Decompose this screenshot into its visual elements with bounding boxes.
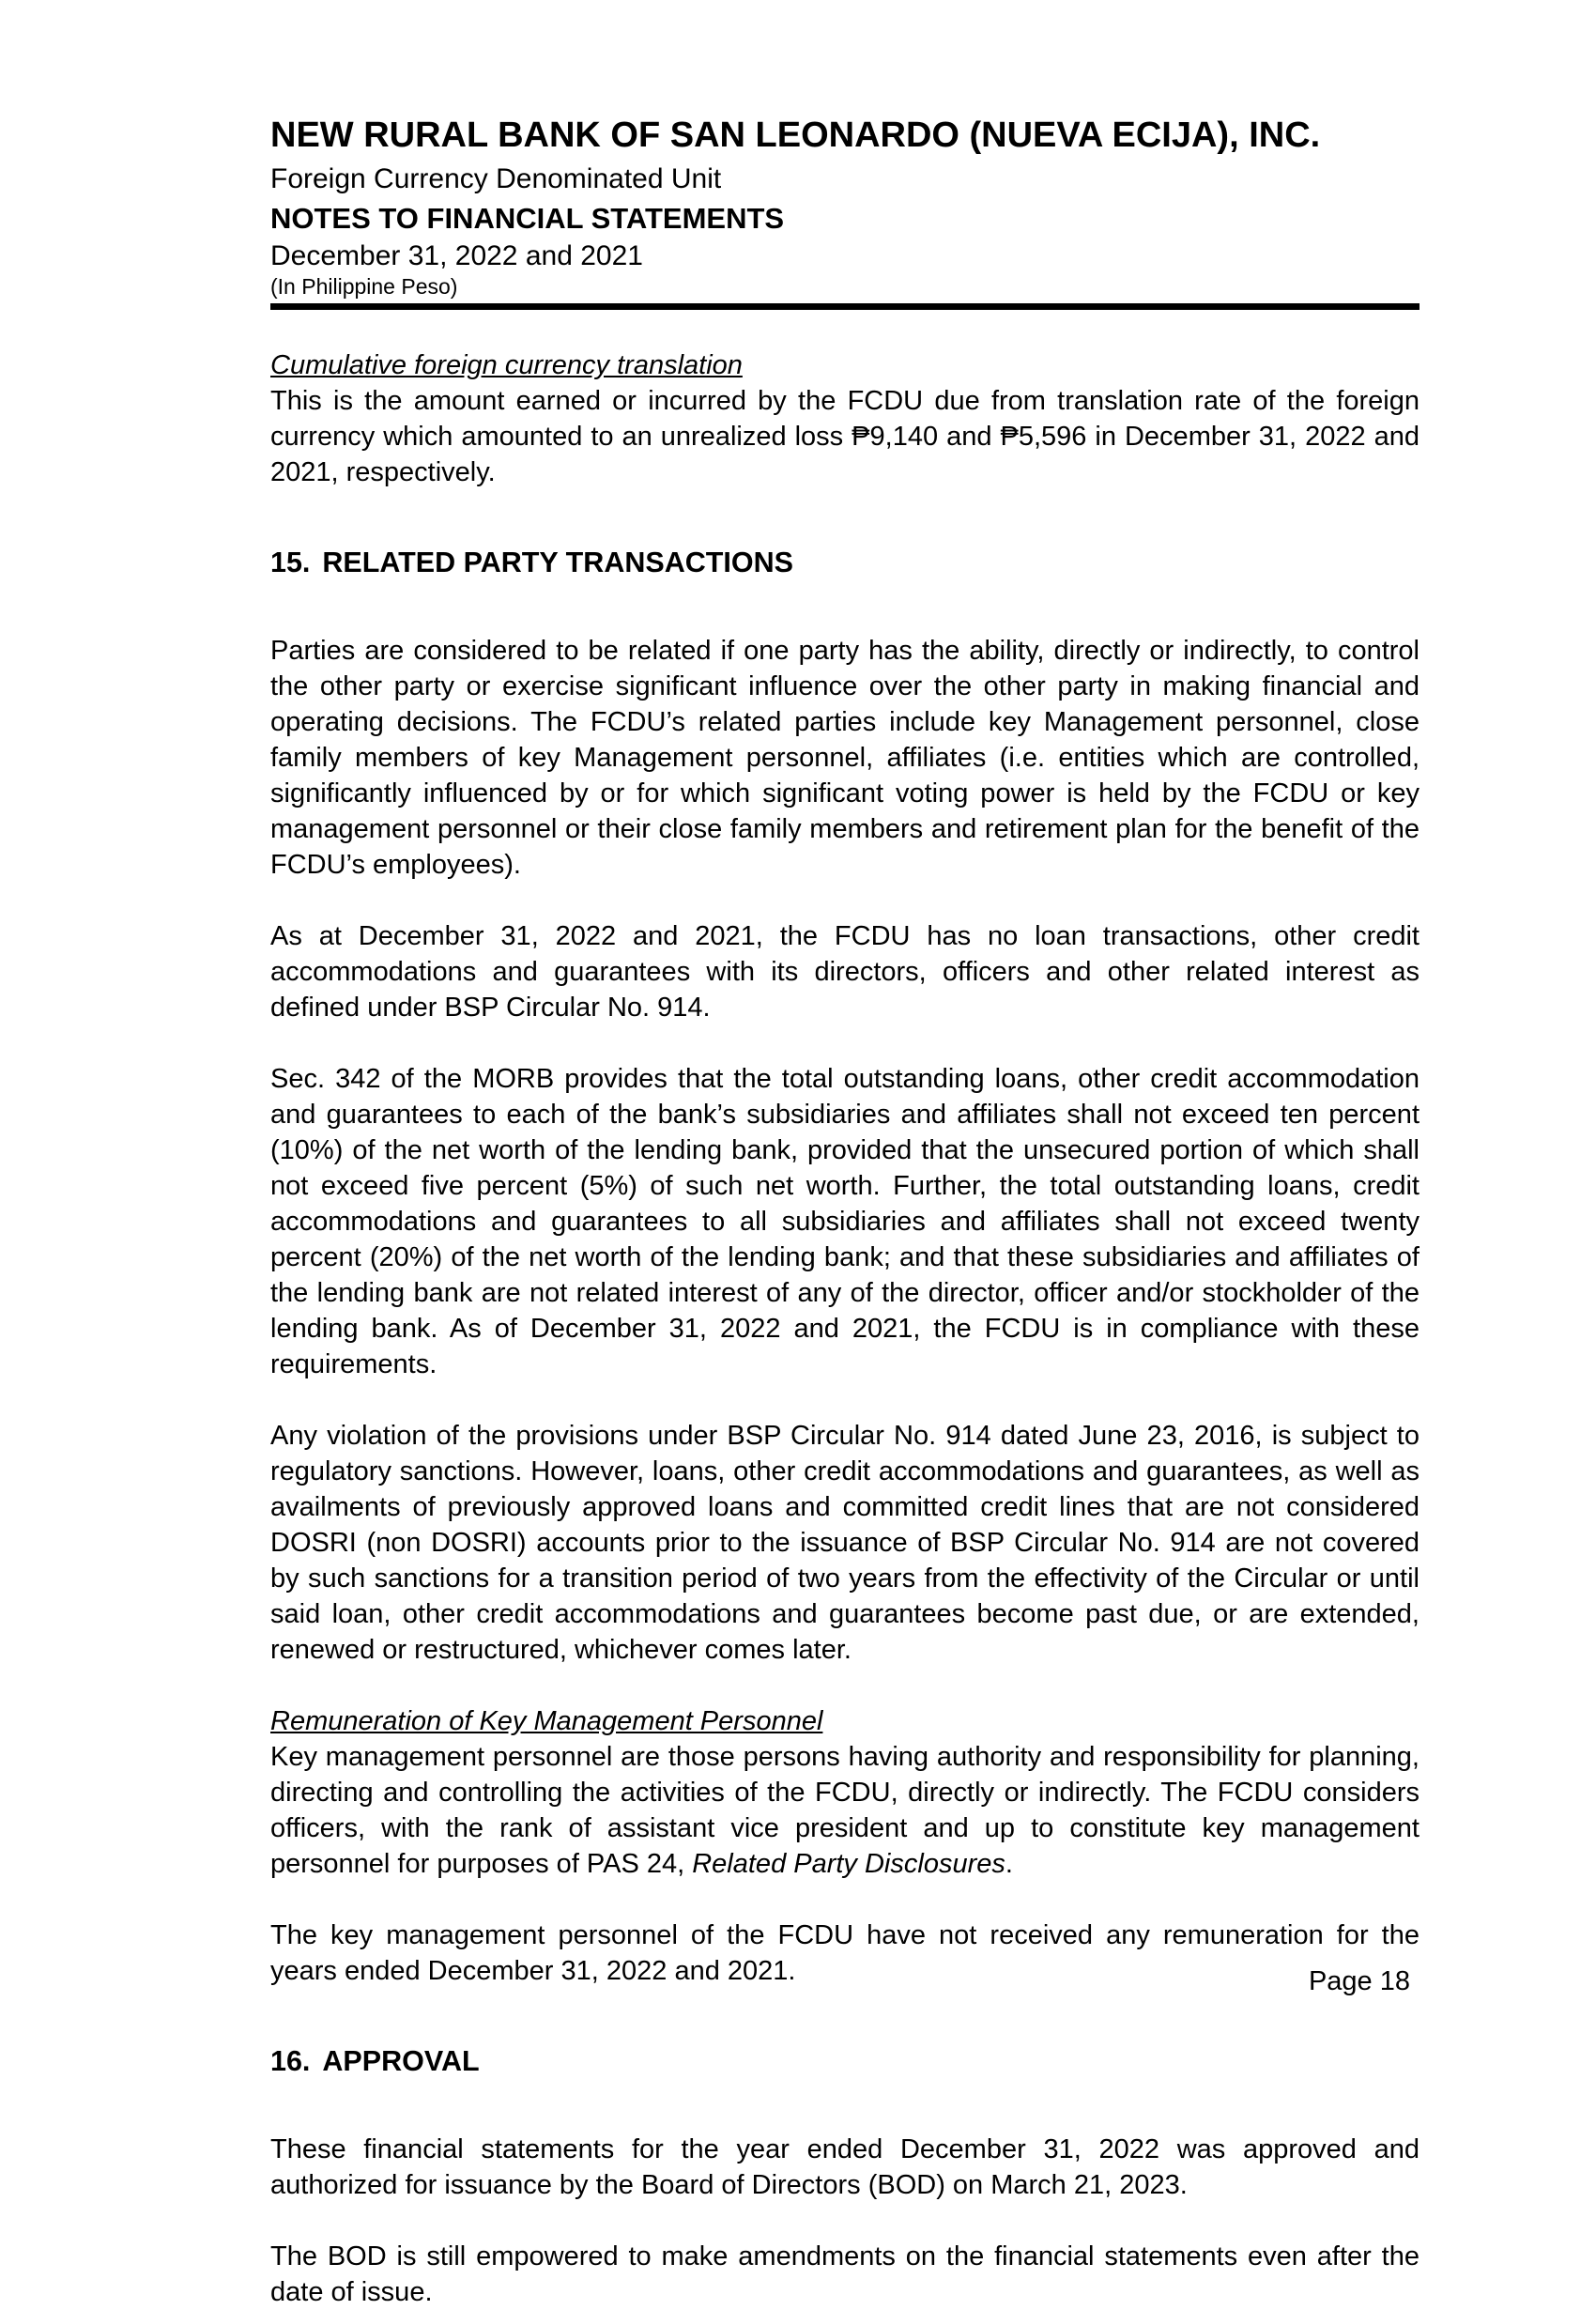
section-heading-16	[270, 2043, 1420, 2079]
section-heading-15	[270, 545, 1420, 580]
paragraph: The BOD is still empowered to make amendments on the financial statements even after the date of issue.	[270, 2241, 1420, 2307]
page-number: Page 18	[1308, 1966, 1410, 1996]
statement-period: December 31, 2022 and 2021	[270, 240, 643, 271]
section-number: 16.	[270, 2045, 311, 2077]
paragraph-text: Key management personnel are those persons having authority and responsibility for planning, directing and controlling the activities of the FCDU, directly or indirectly. The FCDU considers officers, with the rank of assistant vice president and up to constitute key management personnel for purposes of PAS 24,	[270, 1742, 1420, 1879]
italic-term: Related Party Disclosures	[692, 1849, 1005, 1879]
paragraph: Parties are considered to be related if one party has the ability, directly or indirectly, to control the other party or exercise significant influence over the other party in making financial and operating decisions. The FCDU’s related parties include key Management personnel, close family members of key Management personnel, affiliates (i.e. entities which are controlled, significantly influenced by or for which significant voting power is held by the FCDU or key management personnel or their close family members and retirement plan for the benefit of the FCDU’s employees).	[270, 636, 1420, 880]
section-title: RELATED PARTY TRANSACTIONS	[322, 547, 793, 578]
paragraph: As at December 31, 2022 and 2021, the FCDU has no loan transactions, other credit accommodations and guarantees with its directors, officers and other related interest as defined under BSP Circular No. 914.	[270, 921, 1420, 1023]
currency-note: (In Philippine Peso)	[270, 274, 458, 299]
section-title: APPROVAL	[322, 2045, 480, 2077]
bank-name: NEW RURAL BANK OF SAN LEONARDO (NUEVA ECIJA), INC.	[270, 116, 1321, 155]
paragraph: Sec. 342 of the MORB provides that the total outstanding loans, other credit accommodation and guarantees to each of the bank’s subsidiaries and affiliates shall not exceed ten percent (10%) of the net worth of the lending bank, provided that the unsecured portion of which shall not exceed five percent (5%) of such net worth. Further, the total outstanding loans, credit accommodations and guarantees to all subsidiaries and affiliates shall not exceed twenty percent (20%) of the net worth of the lending bank; and that these subsidiaries and affiliates of the lending bank are not related interest of any of the director, officer and/or stockholder of the lending bank. As of December 31, 2022 and 2021, the FCDU is in compliance with these requirements.	[270, 1064, 1420, 1379]
paragraph-text: .	[1005, 1849, 1013, 1879]
document-title: NOTES TO FINANCIAL STATEMENTS	[270, 202, 785, 235]
paragraph-remuneration	[270, 1739, 1420, 1882]
paragraph: Any violation of the provisions under BSP Circular No. 914 dated June 23, 2016, is subject to regulatory sanctions. However, loans, other credit accommodations and guarantees, as well as availments of previously approved loans and committed credit lines that are not considered DOSRI (non DOSRI) accounts prior to the issuance of BSP Circular No. 914 are not covered by such sanctions for a transition period of two years from the effectivity of the Circular or until said loan, other credit accommodations and guarantees become past due, or are extended, renewed or restructured, whichever comes later.	[270, 1421, 1420, 1665]
document-header	[270, 113, 1420, 310]
header-rule	[270, 303, 1420, 310]
paragraph: The key management personnel of the FCDU have not received any remuneration for the years ended December 31, 2022 and 2021.	[270, 1920, 1420, 1986]
subsection-heading-remuneration: Remuneration of Key Management Personnel	[270, 1706, 823, 1736]
paragraph: These financial statements for the year ended December 31, 2022 was approved and authorized for issuance by the Board of Directors (BOD) on March 21, 2023.	[270, 2134, 1420, 2200]
unit-name: Foreign Currency Denominated Unit	[270, 163, 722, 194]
paragraph-cumulative: This is the amount earned or incurred by the FCDU due from translation rate of the foreign currency which amounted to an unrealized loss ₱9,140 and ₱5,596 in December 31, 2022 and 2021, respectively.	[270, 386, 1420, 487]
section-number: 15.	[270, 547, 311, 578]
subsection-heading-cumulative: Cumulative foreign currency translation	[270, 350, 743, 380]
